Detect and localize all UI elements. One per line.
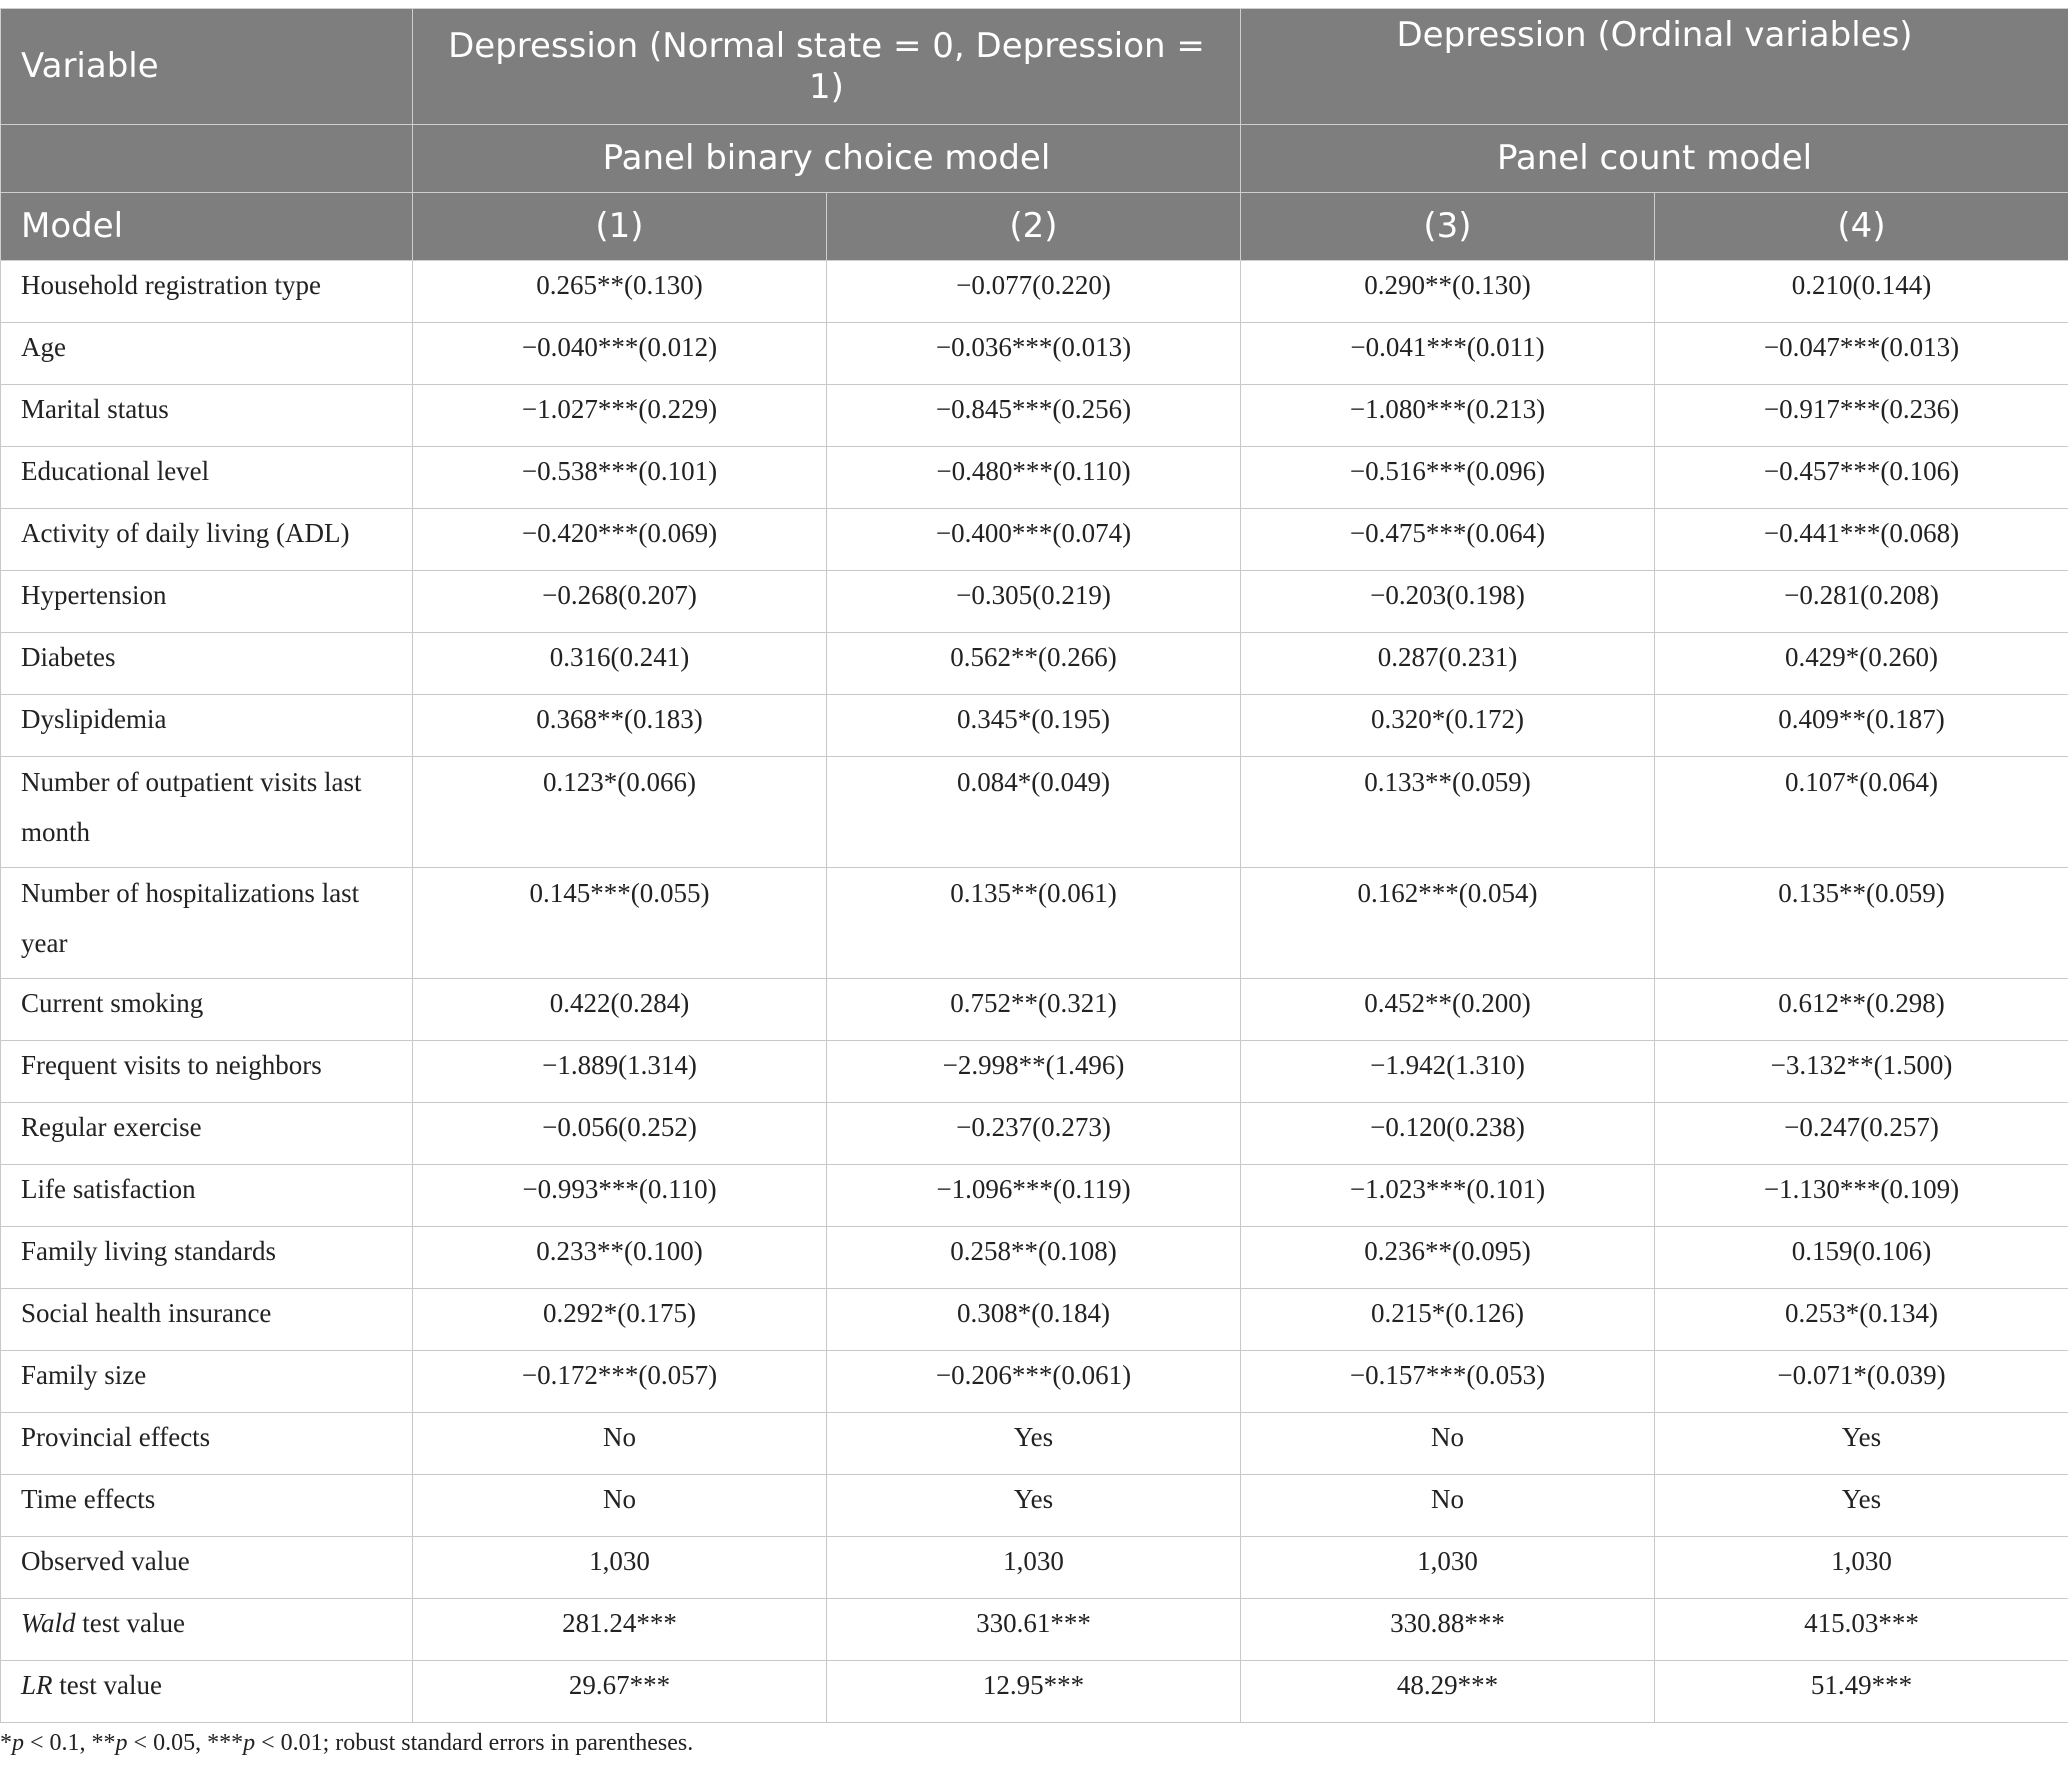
row-label: Time effects [1,1475,413,1537]
table-row [1,323,2068,385]
row-label: Family size [1,1351,413,1413]
cell-model-2: −0.845***(0.256) [827,385,1241,447]
cell-model-4: Yes [1655,1413,2068,1475]
row-label: Social health insurance [1,1289,413,1351]
table-row [1,1351,2068,1413]
table-row [1,979,2068,1041]
cell-model-1: 29.67*** [413,1661,827,1723]
cell-model-3: 0.133**(0.059) [1241,757,1655,868]
row-label: Number of outpatient visits last month [1,757,413,868]
table-row [1,1289,2068,1351]
cell-model-4: 0.159(0.106) [1655,1227,2068,1289]
cell-model-3: 0.452**(0.200) [1241,979,1655,1041]
method-header-count: Panel count model [1241,125,2068,193]
cell-model-3: −0.041***(0.011) [1241,323,1655,385]
cell-model-4: 51.49*** [1655,1661,2068,1723]
row-label: Age [1,323,413,385]
cell-model-2: 0.308*(0.184) [827,1289,1241,1351]
footnote-part: < 0.1, ** [24,1730,116,1756]
table-row [1,1041,2068,1103]
row-label: Provincial effects [1,1413,413,1475]
cell-model-1: No [413,1413,827,1475]
group-header-ordinal: Depression (Ordinal variables) [1241,9,2068,125]
cell-model-4: 0.612**(0.298) [1655,979,2068,1041]
footnote-part: < 0.01; robust standard errors in parentheses. [255,1730,694,1756]
table-row [1,1599,2068,1661]
cell-model-3: −0.203(0.198) [1241,571,1655,633]
row-label: Household registration type [1,261,413,323]
table-row [1,633,2068,695]
row-label-italic: LR [21,1670,53,1700]
table-row [1,447,2068,509]
row-label-italic: Wald [21,1608,76,1638]
cell-model-4: −3.132**(1.500) [1655,1041,2068,1103]
table-row [1,509,2068,571]
table-row [1,385,2068,447]
cell-model-4: 0.107*(0.064) [1655,757,2068,868]
table-row [1,571,2068,633]
method-header-binary: Panel binary choice model [413,125,1241,193]
cell-model-4: 0.409**(0.187) [1655,695,2068,757]
cell-model-3: −0.516***(0.096) [1241,447,1655,509]
row-label: Marital status [1,385,413,447]
cell-model-2: −0.237(0.273) [827,1103,1241,1165]
cell-model-2: −0.077(0.220) [827,261,1241,323]
cell-model-1: −1.889(1.314) [413,1041,827,1103]
cell-model-2: −0.206***(0.061) [827,1351,1241,1413]
cell-model-2: −0.480***(0.110) [827,447,1241,509]
row-label: Diabetes [1,633,413,695]
cell-model-4: Yes [1655,1475,2068,1537]
method-header-empty [1,125,413,193]
cell-model-1: 0.145***(0.055) [413,868,827,979]
cell-model-2: 0.135**(0.061) [827,868,1241,979]
cell-model-4: 0.135**(0.059) [1655,868,2068,979]
row-label-rest: test value [52,1670,162,1700]
table-row [1,1103,2068,1165]
cell-model-1: 281.24*** [413,1599,827,1661]
cell-model-3: 0.287(0.231) [1241,633,1655,695]
cell-model-2: −0.400***(0.074) [827,509,1241,571]
table-row [1,1475,2068,1537]
cell-model-3: −1.942(1.310) [1241,1041,1655,1103]
cell-model-3: No [1241,1413,1655,1475]
cell-model-4: 0.210(0.144) [1655,261,2068,323]
row-label: Educational level [1,447,413,509]
model-header: Model [1,193,413,261]
cell-model-2: −0.305(0.219) [827,571,1241,633]
cell-model-4: −0.457***(0.106) [1655,447,2068,509]
cell-model-4: −0.047***(0.013) [1655,323,2068,385]
cell-model-1: −1.027***(0.229) [413,385,827,447]
cell-model-3: −1.080***(0.213) [1241,385,1655,447]
cell-model-1: 0.316(0.241) [413,633,827,695]
table-footnote [0,1730,2068,1757]
model-number-3: (3) [1241,193,1655,261]
cell-model-2: Yes [827,1475,1241,1537]
cell-model-2: 0.084*(0.049) [827,757,1241,868]
table-row [1,757,2068,868]
cell-model-1: 0.292*(0.175) [413,1289,827,1351]
row-label [1,1661,413,1723]
regression-table [0,8,2068,1723]
table-row [1,1661,2068,1723]
cell-model-2: −1.096***(0.119) [827,1165,1241,1227]
row-label: Regular exercise [1,1103,413,1165]
cell-model-2: 0.752**(0.321) [827,979,1241,1041]
cell-model-3: No [1241,1475,1655,1537]
cell-model-1: −0.056(0.252) [413,1103,827,1165]
cell-model-4: −0.441***(0.068) [1655,509,2068,571]
table-row [1,1227,2068,1289]
table-row [1,1537,2068,1599]
regression-table-container [0,8,2068,1723]
cell-model-1: 1,030 [413,1537,827,1599]
cell-model-4: 0.429*(0.260) [1655,633,2068,695]
cell-model-3: −0.157***(0.053) [1241,1351,1655,1413]
cell-model-1: −0.172***(0.057) [413,1351,827,1413]
table-header [1,9,2068,261]
cell-model-3: 48.29*** [1241,1661,1655,1723]
table-row [1,868,2068,979]
cell-model-2: 0.258**(0.108) [827,1227,1241,1289]
row-label: Hypertension [1,571,413,633]
table-row [1,1413,2068,1475]
cell-model-3: 0.215*(0.126) [1241,1289,1655,1351]
row-label: Dyslipidemia [1,695,413,757]
cell-model-1: −0.420***(0.069) [413,509,827,571]
table-body [1,261,2068,1723]
cell-model-4: 0.253*(0.134) [1655,1289,2068,1351]
cell-model-1: 0.422(0.284) [413,979,827,1041]
cell-model-3: −0.475***(0.064) [1241,509,1655,571]
footnote-part: p [243,1730,256,1756]
footnote-part: * [0,1730,12,1756]
cell-model-4: −0.247(0.257) [1655,1103,2068,1165]
cell-model-3: −1.023***(0.101) [1241,1165,1655,1227]
cell-model-1: 0.368**(0.183) [413,695,827,757]
cell-model-3: 330.88*** [1241,1599,1655,1661]
footnote-part: p [12,1730,24,1756]
cell-model-3: 0.236**(0.095) [1241,1227,1655,1289]
row-label: Activity of daily living (ADL) [1,509,413,571]
cell-model-2: −2.998**(1.496) [827,1041,1241,1103]
cell-model-2: 0.345*(0.195) [827,695,1241,757]
cell-model-3: 0.290**(0.130) [1241,261,1655,323]
cell-model-1: −0.993***(0.110) [413,1165,827,1227]
cell-model-1: −0.040***(0.012) [413,323,827,385]
cell-model-2: 330.61*** [827,1599,1241,1661]
row-label-rest: test value [75,1608,185,1638]
model-number-4: (4) [1655,193,2068,261]
footnote-part: p [115,1730,128,1756]
cell-model-3: 0.162***(0.054) [1241,868,1655,979]
cell-model-1: −0.268(0.207) [413,571,827,633]
cell-model-4: 415.03*** [1655,1599,2068,1661]
cell-model-1: 0.233**(0.100) [413,1227,827,1289]
cell-model-3: 0.320*(0.172) [1241,695,1655,757]
row-label: Current smoking [1,979,413,1041]
cell-model-2: Yes [827,1413,1241,1475]
group-header-binary: Depression (Normal state = 0, Depression = 1) [413,9,1241,125]
cell-model-1: 0.265**(0.130) [413,261,827,323]
row-label: Observed value [1,1537,413,1599]
cell-model-1: No [413,1475,827,1537]
table-row [1,261,2068,323]
cell-model-2: 1,030 [827,1537,1241,1599]
row-label: Life satisfaction [1,1165,413,1227]
footnote-part: < 0.05, *** [127,1730,244,1756]
cell-model-4: −0.071*(0.039) [1655,1351,2068,1413]
row-label: Frequent visits to neighbors [1,1041,413,1103]
cell-model-4: 1,030 [1655,1537,2068,1599]
cell-model-1: 0.123*(0.066) [413,757,827,868]
row-label: Family living standards [1,1227,413,1289]
cell-model-3: −0.120(0.238) [1241,1103,1655,1165]
cell-model-2: 0.562**(0.266) [827,633,1241,695]
cell-model-1: −0.538***(0.101) [413,447,827,509]
row-label [1,1599,413,1661]
cell-model-2: −0.036***(0.013) [827,323,1241,385]
cell-model-4: −0.917***(0.236) [1655,385,2068,447]
table-row [1,1165,2068,1227]
row-label: Number of hospitalizations last year [1,868,413,979]
model-number-2: (2) [827,193,1241,261]
model-number-1: (1) [413,193,827,261]
cell-model-4: −1.130***(0.109) [1655,1165,2068,1227]
table-row [1,695,2068,757]
cell-model-3: 1,030 [1241,1537,1655,1599]
cell-model-2: 12.95*** [827,1661,1241,1723]
variable-header: Variable [1,9,413,125]
cell-model-4: −0.281(0.208) [1655,571,2068,633]
